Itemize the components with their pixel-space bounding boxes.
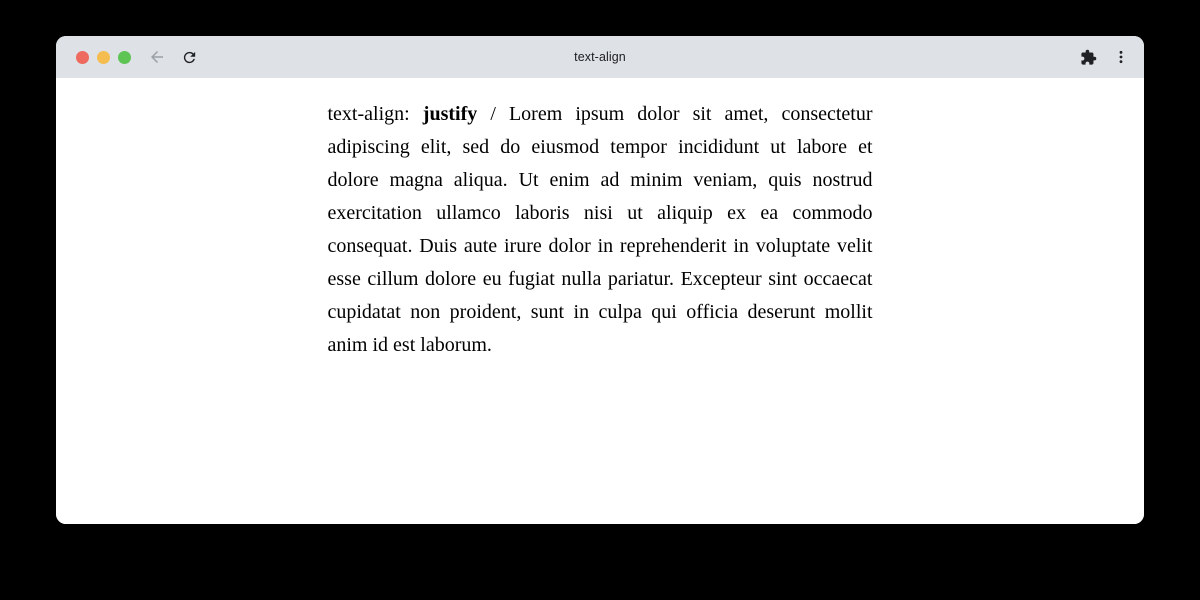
page-content [56,78,1144,524]
lorem-ipsum-text: Lorem ipsum dolor sit amet, consectetur adipiscing elit, sed do eiusmod tempor incididunt ut labore et dolore magna aliqua. Ut enim ad minim veniam, quis nostrud exercitation ullamco laboris nisi ut aliquip ex ea commodo consequat. Duis aute irure dolor in reprehenderit in voluptate velit esse cillum dolore eu fugiat nulla pariatur. Excepteur sint occaecat cupidatat non proident, sunt in culpa qui officia deserunt mollit anim id est laborum. [327,103,873,356]
justified-text-paragraph [328,98,873,362]
reload-icon[interactable] [180,48,198,66]
browser-window [56,36,1144,524]
extensions-puzzle-icon[interactable] [1079,48,1097,66]
back-arrow-icon[interactable] [148,48,166,66]
browser-toolbar [56,36,1144,78]
maximize-window-button[interactable] [118,51,131,64]
traffic-lights [76,51,131,64]
minimize-window-button[interactable] [97,51,110,64]
window-title: text-align [574,50,626,64]
slash-separator: / [490,103,496,125]
toolbar-right-icons [1079,48,1130,66]
text-align-property-label: text-align: [327,103,410,125]
close-window-button[interactable] [76,51,89,64]
text-align-property-value: justify [422,103,478,125]
navigation-icons [148,48,198,66]
kebab-menu-icon[interactable] [1112,48,1130,66]
